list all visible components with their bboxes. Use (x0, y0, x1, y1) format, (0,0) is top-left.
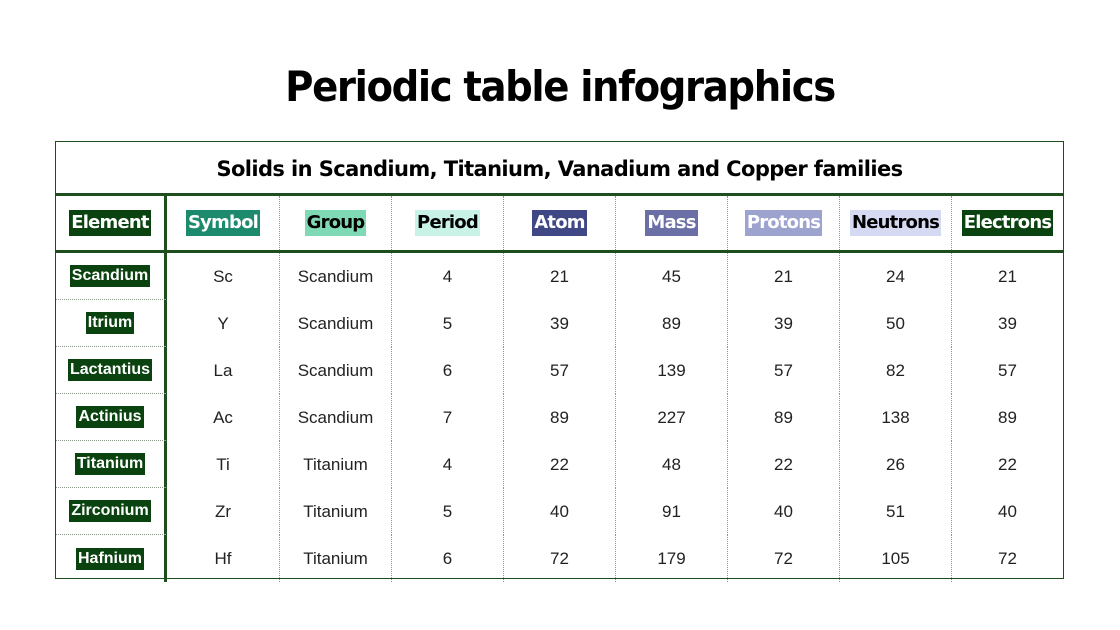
header-cell (56, 196, 167, 250)
cell-value: Sc (213, 266, 233, 286)
cell-value: 57 (774, 360, 793, 380)
table-cell (951, 441, 1063, 488)
header-label-protons: Protons (745, 210, 822, 236)
header-cell (615, 196, 727, 250)
cell-value: 105 (881, 548, 910, 568)
cell-value: 5 (442, 501, 453, 521)
header-label-mass: Mass (645, 210, 697, 236)
element-name: Actinius (76, 406, 143, 428)
table-cell (279, 347, 391, 394)
table-cell (167, 441, 279, 488)
table-cell (727, 300, 839, 347)
table-cell (615, 347, 727, 394)
table-cell (167, 394, 279, 441)
table-cell (615, 535, 727, 582)
table-cell (615, 394, 727, 441)
cell-value: 57 (998, 360, 1017, 380)
cell-value: 22 (774, 454, 793, 474)
table-cell (951, 347, 1063, 394)
cell-value: 50 (886, 313, 905, 333)
element-name: Titanium (75, 453, 145, 475)
table-cell (279, 394, 391, 441)
cell-value: Ti (216, 454, 230, 474)
element-table (55, 141, 1064, 579)
cell-value: Scandium (297, 360, 374, 380)
table-cell (391, 253, 503, 300)
cell-value: 39 (998, 313, 1017, 333)
header-cell (727, 196, 839, 250)
cell-value: 4 (442, 266, 453, 286)
table-cell (839, 535, 951, 582)
cell-value: 138 (881, 407, 910, 427)
cell-value: Hf (214, 548, 232, 568)
cell-value: 40 (550, 501, 569, 521)
table-cell (391, 441, 503, 488)
table-cell (951, 253, 1063, 300)
table-cell (839, 347, 951, 394)
table-cell (391, 394, 503, 441)
table-cell (167, 300, 279, 347)
cell-value: 89 (550, 407, 569, 427)
header-row (56, 196, 1063, 253)
element-name: Itrium (86, 312, 134, 334)
table-cell (503, 300, 615, 347)
cell-value: Titanium (303, 548, 368, 568)
header-label-period: Period (415, 210, 480, 236)
cell-value: 6 (442, 360, 453, 380)
element-name-cell (56, 441, 167, 488)
cell-value: Scandium (297, 407, 374, 427)
table-row (56, 441, 1063, 488)
page-title: Periodic table infographics (285, 62, 835, 111)
table-row (56, 347, 1063, 394)
table-cell (839, 441, 951, 488)
table-row (56, 300, 1063, 347)
cell-value: 227 (657, 407, 686, 427)
cell-value: Scandium (297, 313, 374, 333)
cell-value: 72 (550, 548, 569, 568)
header-label-neutrons: Neutrons (850, 210, 941, 236)
cell-value: 21 (998, 266, 1017, 286)
cell-value: 24 (886, 266, 905, 286)
cell-value: 89 (662, 313, 681, 333)
table-cell (391, 488, 503, 535)
table-cell (391, 347, 503, 394)
table-cell (503, 488, 615, 535)
table-cell (167, 347, 279, 394)
cell-value: Zr (214, 501, 232, 521)
table-cell (167, 488, 279, 535)
cell-value: 22 (550, 454, 569, 474)
cell-value: 22 (998, 454, 1017, 474)
header-label-element: Element (69, 210, 150, 236)
table-cell (615, 441, 727, 488)
header-label-group: Group (305, 210, 367, 236)
table-cell (839, 253, 951, 300)
table-cell (727, 253, 839, 300)
element-name-cell (56, 347, 167, 394)
element-name: Scandium (70, 265, 150, 287)
table-row (56, 488, 1063, 535)
cell-value: 179 (657, 548, 686, 568)
cell-value: 89 (774, 407, 793, 427)
header-label-electrons: Electrons (962, 210, 1054, 236)
cell-value: 21 (774, 266, 793, 286)
header-cell (167, 196, 279, 250)
element-name-cell (56, 535, 167, 582)
element-name-cell (56, 488, 167, 535)
table-cell (167, 535, 279, 582)
cell-value: 89 (998, 407, 1017, 427)
table-cell (727, 535, 839, 582)
element-name: Hafnium (76, 548, 144, 570)
cell-value: 40 (998, 501, 1017, 521)
element-name: Lactantius (68, 359, 152, 381)
cell-value: 6 (442, 548, 453, 568)
element-name-cell (56, 300, 167, 347)
cell-value: Y (217, 313, 229, 333)
table-grid (56, 196, 1063, 582)
table-cell (727, 347, 839, 394)
table-cell (503, 535, 615, 582)
cell-value: Titanium (303, 501, 368, 521)
table-cell (727, 441, 839, 488)
table-cell (503, 394, 615, 441)
cell-value: 82 (886, 360, 905, 380)
cell-value: 26 (886, 454, 905, 474)
cell-value: 91 (662, 501, 681, 521)
table-cell (279, 441, 391, 488)
table-cell (167, 253, 279, 300)
table-cell (615, 300, 727, 347)
table-cell (839, 300, 951, 347)
table-cell (279, 535, 391, 582)
table-cell (839, 488, 951, 535)
table-cell (503, 253, 615, 300)
cell-value: Titanium (303, 454, 368, 474)
table-cell (951, 535, 1063, 582)
header-cell (839, 196, 951, 250)
table-cell (951, 300, 1063, 347)
header-cell (279, 196, 391, 250)
cell-value: 5 (442, 313, 453, 333)
table-cell (951, 394, 1063, 441)
cell-value: 39 (550, 313, 569, 333)
cell-value: 72 (998, 548, 1017, 568)
table-cell (391, 300, 503, 347)
table-row (56, 535, 1063, 582)
cell-value: 57 (550, 360, 569, 380)
table-cell (279, 300, 391, 347)
cell-value: 139 (657, 360, 686, 380)
header-label-symbol: Symbol (186, 210, 260, 236)
table-row (56, 253, 1063, 300)
header-cell (391, 196, 503, 250)
cell-value: 39 (774, 313, 793, 333)
table-caption: Solids in Scandium, Titanium, Vanadium and Copper families (56, 142, 1063, 196)
cell-value: La (213, 360, 233, 380)
element-name-cell (56, 253, 167, 300)
table-cell (503, 441, 615, 488)
table-cell (615, 488, 727, 535)
table-cell (839, 394, 951, 441)
table-cell (503, 347, 615, 394)
table-cell (951, 488, 1063, 535)
table-row (56, 394, 1063, 441)
table-cell (615, 253, 727, 300)
cell-value: 45 (662, 266, 681, 286)
table-cell (727, 394, 839, 441)
element-name: Zirconium (69, 500, 150, 522)
cell-value: Scandium (297, 266, 374, 286)
header-cell (951, 196, 1063, 250)
cell-value: 51 (886, 501, 905, 521)
cell-value: 4 (442, 454, 453, 474)
element-name-cell (56, 394, 167, 441)
cell-value: 48 (662, 454, 681, 474)
cell-value: 7 (442, 407, 453, 427)
cell-value: 21 (550, 266, 569, 286)
header-cell (503, 196, 615, 250)
table-cell (391, 535, 503, 582)
table-cell (279, 253, 391, 300)
cell-value: 72 (774, 548, 793, 568)
cell-value: Ac (213, 407, 233, 427)
cell-value: 40 (774, 501, 793, 521)
table-cell (279, 488, 391, 535)
header-label-atom: Atom (532, 210, 586, 236)
table-cell (727, 488, 839, 535)
